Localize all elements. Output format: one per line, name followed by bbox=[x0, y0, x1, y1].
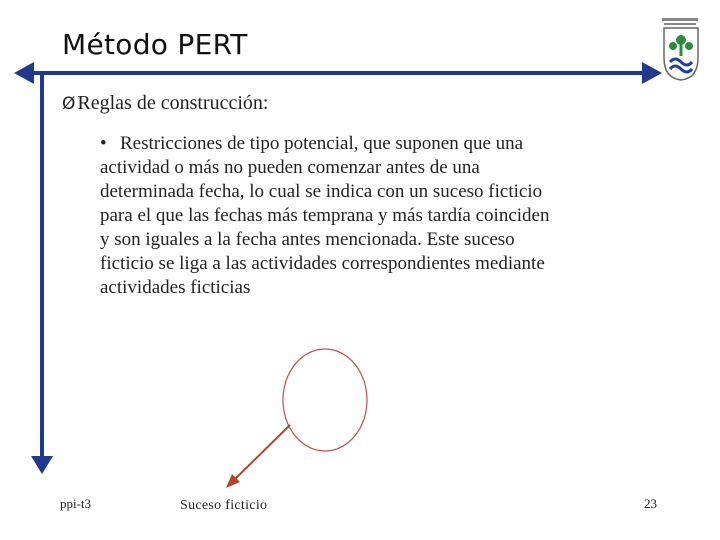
diagram-label: Suceso ficticio bbox=[180, 498, 268, 513]
bullet-marker: • bbox=[100, 133, 107, 154]
page-number: 23 bbox=[644, 496, 657, 511]
section-heading-text: Reglas de construcción: bbox=[77, 92, 269, 114]
fictitious-event-node bbox=[283, 349, 367, 451]
heading-marker-icon: Ø bbox=[62, 94, 76, 114]
diagram-arrow-line bbox=[232, 425, 290, 482]
bullet-text: Restricciones de tipo potencial, que suponen que una actividad o más no pueden comenzar antes de una determinada fecha, lo cual se indica con un suceso ficticio para el que las fechas más temprana y más tardía coinciden y son iguales a la fecha antes mencionada. Este suceso ficticio se liga a las actividades correspondientes mediante actividades ficticias bbox=[100, 133, 550, 298]
footer-code: ppi-t3 bbox=[60, 496, 92, 511]
slide-title: Método PERT bbox=[62, 28, 248, 61]
